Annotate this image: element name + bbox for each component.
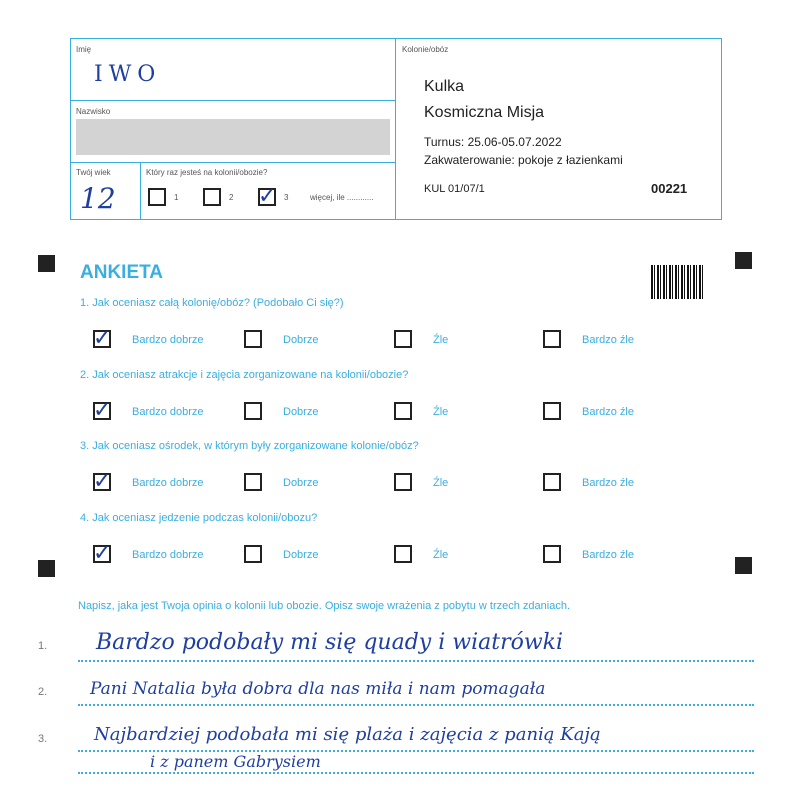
camp-code: KUL 01/07/1 [424, 183, 485, 195]
ktory-raz-more: więcej, ile ............ [310, 193, 374, 202]
question-4-option-label: Dobrze [283, 549, 319, 561]
camp-name: Kulka [424, 78, 465, 95]
wiek-value: 12 [80, 182, 116, 215]
ktory-raz-checkbox-1[interactable] [148, 188, 166, 206]
check-mark-icon: ✓ [93, 469, 112, 494]
question-1-option-label: Dobrze [283, 334, 319, 346]
camp-program: Kosmiczna Misja [424, 104, 545, 121]
question-2-option-label: Dobrze [283, 406, 319, 418]
registration-marker-bottom-left [38, 560, 55, 577]
question-4-option-label: Bardzo źle [582, 549, 634, 561]
question-4-checkbox-1[interactable] [93, 541, 112, 566]
question-4-option-label: Bardzo dobrze [132, 549, 204, 561]
registration-marker-top-right [735, 252, 752, 269]
question-4-text: 4. Jak oceniasz jedzenie podczas kolonii/obozu? [80, 512, 318, 524]
kolonie-label: Kolonie/obóz [402, 45, 449, 54]
question-3-option-label: Bardzo źle [582, 477, 634, 489]
check-mark-icon: ✓ [93, 326, 112, 351]
question-2-option-label: Źle [433, 406, 449, 418]
opinion-line-3-continued[interactable]: i z panem Gabrysiem [150, 752, 321, 771]
question-2-option-label: Bardzo źle [582, 406, 634, 418]
question-3-checkbox-2[interactable] [244, 473, 262, 491]
question-2-checkbox-3[interactable] [394, 402, 412, 420]
nazwisko-label: Nazwisko [76, 107, 111, 116]
question-1-checkbox-3[interactable] [394, 330, 412, 348]
opinion-line-3[interactable]: Najbardziej podobała mi się plaża i zajęcia z panią Kają [94, 724, 601, 745]
opinion-line-1-dots [78, 660, 754, 662]
check-mark-icon: ✓ [93, 541, 112, 566]
question-2-option-label: Bardzo dobrze [132, 406, 204, 418]
header-row-divider-2 [70, 162, 396, 163]
header-col-divider [140, 162, 141, 220]
wiek-label: Twój wiek [76, 168, 111, 177]
question-2-checkbox-1[interactable] [93, 398, 112, 423]
nazwisko-redacted [76, 119, 390, 155]
question-1-checkbox-2[interactable] [244, 330, 262, 348]
question-1-option-label: Źle [433, 334, 449, 346]
question-4-checkbox-4[interactable] [543, 545, 561, 563]
barcode [651, 265, 705, 299]
ktory-raz-option-1: 1 [174, 193, 179, 202]
question-1-option-label: Bardzo dobrze [132, 334, 204, 346]
opinion-line-1[interactable]: Bardzo podobały mi się quady i wiatrówki [96, 630, 564, 655]
ktory-raz-option-2: 2 [229, 193, 234, 202]
line-number-3: 3. [38, 733, 48, 745]
header-vertical-divider [395, 38, 396, 220]
question-2-text: 2. Jak oceniasz atrakcje i zajęcia zorganizowane na kolonii/obozie? [80, 369, 409, 381]
question-2-checkbox-2[interactable] [244, 402, 262, 420]
line-number-2: 2. [38, 686, 48, 698]
question-3-option-label: Dobrze [283, 477, 319, 489]
question-3-checkbox-1[interactable] [93, 469, 112, 494]
header-row-divider-1 [70, 100, 396, 101]
question-4-checkbox-3[interactable] [394, 545, 412, 563]
question-3-option-label: Bardzo dobrze [132, 477, 204, 489]
opinion-prompt: Napisz, jaka jest Twoja opinia o kolonii lub obozie. Opisz swoje wrażenia z pobytu w trzech zdaniach. [78, 600, 570, 612]
question-3-checkbox-3[interactable] [394, 473, 412, 491]
question-4-checkbox-2[interactable] [244, 545, 262, 563]
opinion-line-2[interactable]: Pani Natalia była dobra dla nas miła i nam pomagała [90, 679, 546, 699]
ktory-raz-option-3: 3 [284, 193, 289, 202]
question-1-text: 1. Jak oceniasz całą kolonię/obóz? (Podobało Ci się?) [80, 297, 344, 309]
question-1-option-label: Bardzo źle [582, 334, 634, 346]
imie-label: Imię [76, 45, 92, 54]
question-3-option-label: Źle [433, 477, 449, 489]
ktory-raz-checkbox-2[interactable] [203, 188, 221, 206]
question-3-text: 3. Jak oceniasz ośrodek, w którym były zorganizowane kolonie/obóz? [80, 440, 419, 452]
question-3-checkbox-4[interactable] [543, 473, 561, 491]
check-mark-icon: ✓ [93, 398, 112, 423]
survey-title: ANKIETA [80, 262, 164, 283]
line-number-1: 1. [38, 640, 48, 652]
question-2-checkbox-4[interactable] [543, 402, 561, 420]
turnus: Turnus: 25.06-05.07.2022 [424, 135, 562, 149]
form-number: 00221 [651, 181, 688, 196]
question-1-checkbox-1[interactable] [93, 326, 112, 351]
registration-marker-top-left [38, 255, 55, 272]
ktory-raz-label: Który raz jesteś na kolonii/obozie? [146, 168, 268, 177]
question-4-option-label: Źle [433, 549, 449, 561]
opinion-line-4-dots [78, 772, 754, 774]
opinion-line-2-dots [78, 704, 754, 706]
check-mark-icon: ✓ [258, 184, 277, 209]
zakwaterowanie: Zakwaterowanie: pokoje z łazienkami [424, 153, 623, 167]
ktory-raz-checkbox-3[interactable] [258, 184, 277, 209]
imie-value: IWO [94, 62, 162, 87]
question-1-checkbox-4[interactable] [543, 330, 561, 348]
registration-marker-bottom-right [735, 557, 752, 574]
